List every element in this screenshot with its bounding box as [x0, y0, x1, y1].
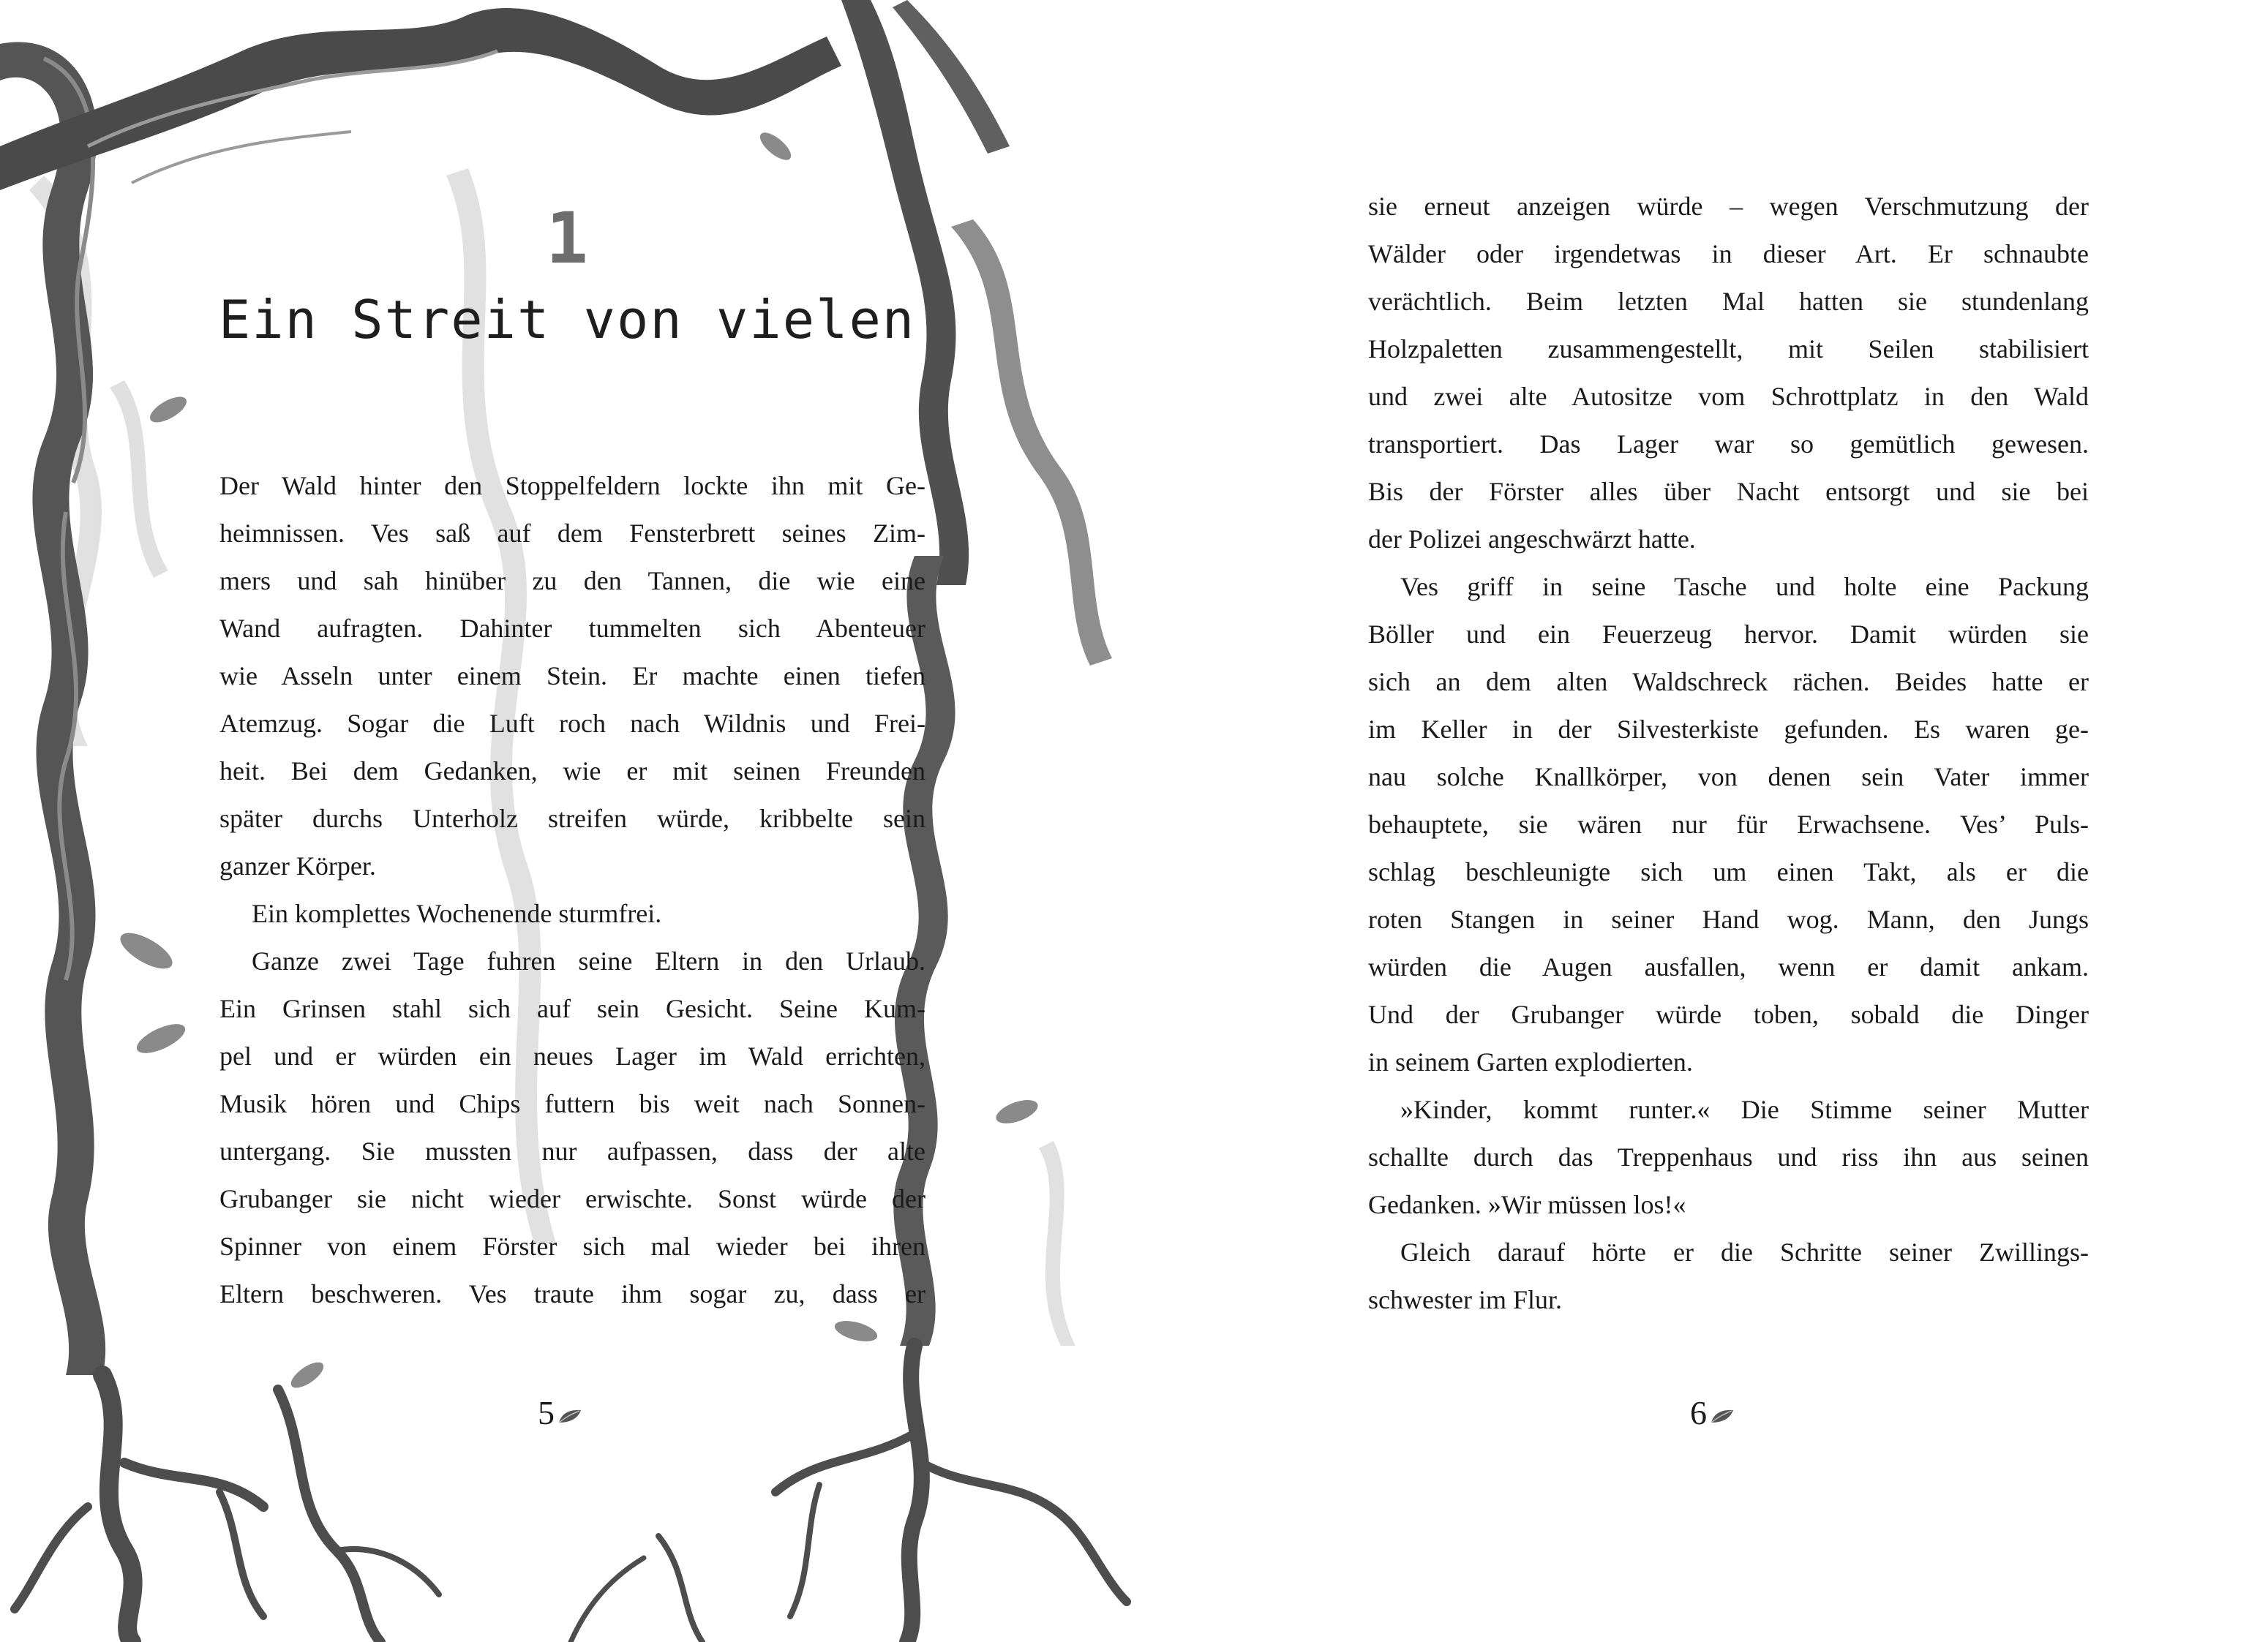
text-line: schwester im Flur. [1368, 1285, 1562, 1314]
text-line: Ein komplettes Wochenende sturmfrei. [252, 899, 662, 928]
text-line: Holzpaletten zusammengestellt, mit Seilen stabilisiert [1368, 334, 2089, 364]
right-page-body-text [1368, 183, 2089, 1324]
right-page [1134, 0, 2268, 1642]
text-line: Ganze zwei Tage fuhren seine Eltern in den Urlaub. [252, 946, 925, 976]
text-line: ganzer Körper. [219, 851, 376, 881]
text-line: Musik hören und Chips futtern bis weit nach Sonnen- [219, 1089, 925, 1118]
text-line: untergang. Sie mussten nur aufpassen, dass der alte [219, 1137, 925, 1166]
text-line: schlag beschleunigte sich um einen Takt, als er die [1368, 857, 2089, 886]
text-line: schallte durch das Treppenhaus und riss ihn aus seinen [1368, 1142, 2089, 1172]
text-line: Spinner von einem Förster sich mal wieder bei ihren [219, 1232, 925, 1261]
text-line: Atemzug. Sogar die Luft roch nach Wildnis und Frei- [219, 709, 925, 738]
text-line: transportiert. Das Lager war so gemütlich gewesen. [1368, 429, 2089, 459]
text-line: der Polizei angeschwärzt hatte. [1368, 524, 1696, 554]
text-line: Böller und ein Feuerzeug hervor. Damit würden sie [1368, 619, 2089, 649]
text-line: verächtlich. Beim letzten Mal hatten sie stundenlang [1368, 287, 2089, 316]
text-line: und zwei alte Autositze vom Schrottplatz in den Wald [1368, 382, 2089, 411]
text-line: Ein Grinsen stahl sich auf sein Gesicht. Seine Kum- [219, 994, 925, 1023]
text-line: Ves griff in seine Tasche und holte eine Packung [1400, 572, 2089, 601]
text-line: sie erneut anzeigen würde – wegen Verschmutzung der [1368, 192, 2089, 221]
text-line: Und der Grubanger würde toben, sobald die Dinger [1368, 1000, 2089, 1029]
leaf-icon [1710, 1408, 1735, 1424]
text-line: Gleich darauf hörte er die Schritte seiner Zwillings- [1400, 1238, 2089, 1267]
text-line: sich an dem alten Waldschreck rächen. Beides hatte er [1368, 667, 2089, 696]
text-line: heit. Bei dem Gedanken, wie er mit seinen Freunden [219, 756, 925, 786]
text-line: Wand aufragten. Dahinter tummelten sich Abenteuer [219, 614, 925, 643]
text-line: Eltern beschweren. Ves traute ihm sogar zu, dass er [219, 1279, 925, 1308]
text-line: würden die Augen ausfallen, wenn er damit ankam. [1368, 952, 2089, 982]
text-line: im Keller in der Silvesterkiste gefunden. Es waren ge- [1368, 715, 2089, 744]
text-line: Der Wald hinter den Stoppelfeldern lockte ihn mit Ge- [219, 471, 925, 500]
page-number [1690, 1393, 1735, 1432]
text-line: behauptete, sie wären nur für Erwachsene. Ves’ Puls- [1368, 810, 2089, 839]
text-line: wie Asseln unter einem Stein. Er machte einen tiefen [219, 661, 925, 690]
text-line: heimnissen. Ves saß auf dem Fensterbrett seines Zim- [219, 519, 925, 548]
chapter-number: 1 [546, 197, 588, 279]
text-line: pel und er würden ein neues Lager im Wald errichten, [219, 1042, 925, 1071]
text-line: nau solche Knallkörper, von denen sein Vater immer [1368, 762, 2089, 791]
left-page-body-text [219, 462, 925, 1318]
text-line: Grubanger sie nicht wieder erwischte. Sonst würde der [219, 1184, 925, 1213]
text-line: Wälder oder irgendetwas in dieser Art. Er schnaubte [1368, 239, 2089, 268]
page-number-value: 5 [538, 1394, 555, 1431]
text-line: in seinem Garten explodierten. [1368, 1047, 1693, 1077]
text-line: später durchs Unterholz streifen würde, kribbelte sein [219, 804, 925, 833]
text-line: roten Stangen in seiner Hand wog. Mann, den Jungs [1368, 905, 2089, 934]
text-line: Bis der Förster alles über Nacht entsorgt und sie bei [1368, 477, 2089, 506]
leaf-icon [557, 1408, 582, 1424]
text-line: »Kinder, kommt runter.« Die Stimme seiner Mutter [1400, 1095, 2089, 1124]
text-line: Gedanken. »Wir müssen los!« [1368, 1190, 1686, 1219]
text-line: mers und sah hinüber zu den Tannen, die wie eine [219, 566, 925, 595]
page-number-value: 6 [1690, 1394, 1707, 1431]
page-number [538, 1393, 582, 1432]
chapter-title: Ein Streit von vielen [218, 289, 916, 350]
